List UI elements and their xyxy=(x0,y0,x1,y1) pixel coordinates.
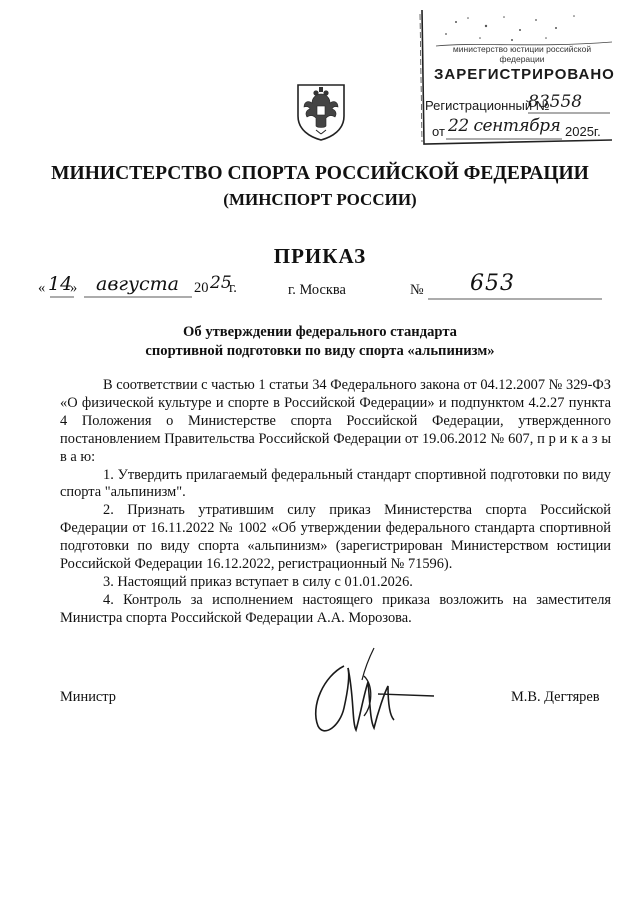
handwritten-signature xyxy=(304,646,436,742)
decree-word: п р и к а з ы в а ю: xyxy=(60,430,611,465)
stamp-year: 2025г. xyxy=(565,124,601,139)
date-underline xyxy=(40,296,240,300)
document-type-heading: ПРИКАЗ xyxy=(273,244,367,268)
stamp-number-underline xyxy=(444,111,612,115)
signatory-position: Министр xyxy=(60,689,116,705)
order-title-line2: спортивной подготовки по виду спорта «альпинизм» xyxy=(145,343,495,359)
stamp-date: 22 сентября xyxy=(448,116,561,136)
order-year-suffix: 25 xyxy=(210,273,232,293)
order-title-line1: Об утверждении федерального стандарта xyxy=(183,324,457,340)
stamp-reg-label: Регистрационный № xyxy=(425,98,550,113)
stamp-date-underline xyxy=(444,138,612,142)
ministry-name: МИНИСТЕРСТВО СПОРТА РОССИЙСКОЙ ФЕДЕРАЦИИ xyxy=(51,163,589,184)
order-year-letter: г. xyxy=(229,280,237,296)
signatory-name: М.В. Дегтярев xyxy=(511,689,600,705)
order-quote-open: « xyxy=(38,280,46,296)
item-4: 4. Контроль за исполнением настоящего приказа возложить на заместителя Министра спорта Российской Федерации А.А. Морозова. xyxy=(60,591,611,626)
stamp-reg-number: 83558 xyxy=(528,92,583,112)
order-day: 14 xyxy=(48,273,73,295)
item-2: 2. Признать утратившим силу приказ Министерства спорта Российской Федерации от 16.11.2022 № 1002 «Об утверждении федерального стандарта спортивной подготовки по виду спорта «альпинизм» (зарегистрирован Министерством юстиции Российской Федерации 16.12.2022, регистрационный № 71596). xyxy=(60,502,611,573)
order-body xyxy=(60,377,611,628)
order-number: 653 xyxy=(470,271,515,296)
order-city: г. Москва xyxy=(288,282,346,298)
item-1: 1. Утвердить прилагаемый федеральный стандарт спортивной подготовки по виду спорта "альпинизм". xyxy=(60,466,611,501)
ministry-short-name: (МИНСПОРТ РОССИИ) xyxy=(223,190,417,209)
order-quote-close: » xyxy=(70,280,78,296)
stamp-date-prefix: от xyxy=(432,124,445,139)
order-number-label: № xyxy=(410,282,424,298)
coat-of-arms-emblem xyxy=(294,82,348,142)
preamble-paragraph xyxy=(60,377,611,467)
stamp-title: ЗАРЕГИСТРИРОВАНО xyxy=(434,66,615,83)
stamp-header: министерство юстиции российской федерации xyxy=(452,44,592,64)
item-3: 3. Настоящий приказ вступает в силу с 01.01.2026. xyxy=(103,573,413,590)
preamble-text: В соответствии с частью 1 статьи 34 Федерального закона от 04.12.2007 № 329-ФЗ «О физической культуре и спорте в Российской Федерации» и подпунктом 4.2.27 пункта 4 Положения о Министерстве спорта Российской Федерации, утвержденного постановлением Правительства Российской Федерации от 19.06.2012 № 607, xyxy=(60,377,611,447)
order-year-prefix: 20 xyxy=(194,280,209,296)
number-underline xyxy=(428,298,604,302)
order-month: августа xyxy=(96,273,179,295)
